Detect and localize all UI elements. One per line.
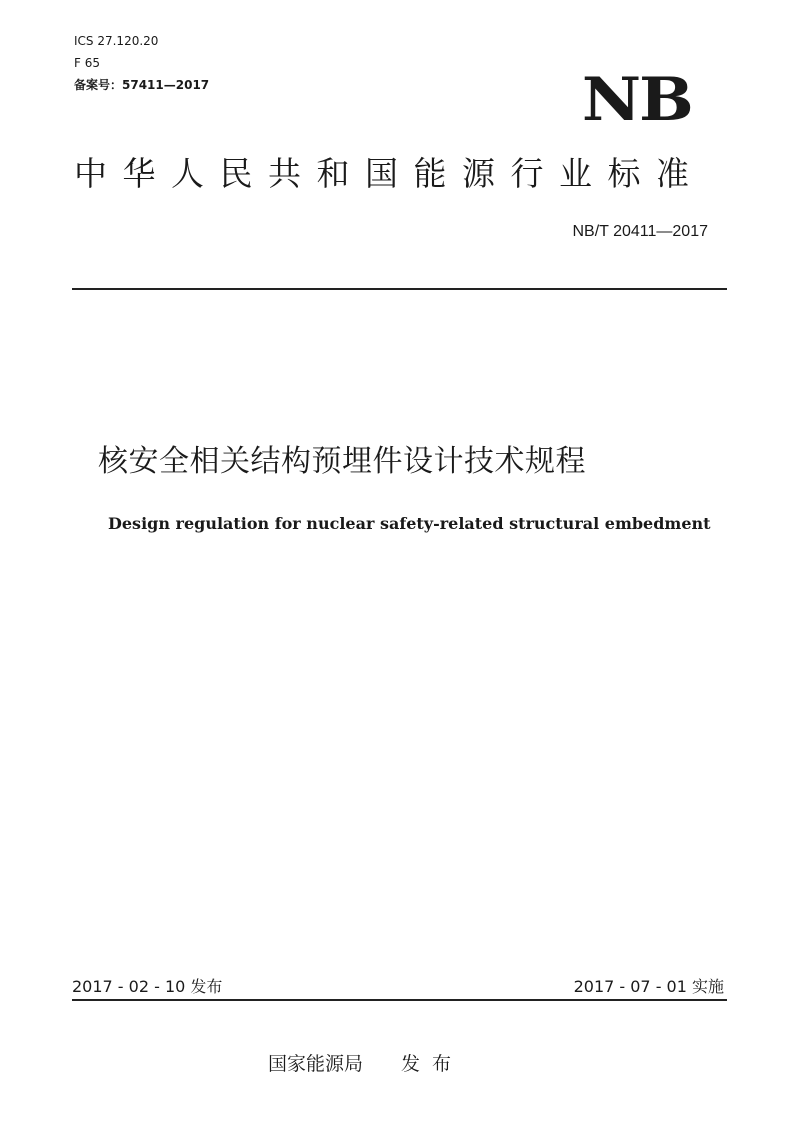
implementation-date: 2017 - 07 - 01 实施	[573, 977, 724, 996]
document-title-english: Design regulation for nuclear safety-related structural embedment	[108, 514, 711, 533]
ics-code: ICS 27.120.20	[74, 34, 159, 48]
issuer-name: 国家能源局	[268, 1053, 364, 1075]
issuer-action: 发布	[401, 1053, 464, 1075]
document-title-chinese: 核安全相关结构预埋件设计技术规程	[98, 444, 586, 479]
issuing-authority	[268, 1051, 463, 1077]
top-divider	[72, 288, 727, 290]
standard-number: NB/T 20411—2017	[572, 223, 708, 240]
registration-number: 备案号：57411—2017	[74, 78, 210, 92]
bottom-divider	[72, 999, 727, 1001]
standard-category: 中华人民共和国能源行业标准	[74, 154, 705, 193]
issue-date: 2017 - 02 - 10 发布	[72, 977, 223, 996]
nb-logo: NB	[582, 65, 692, 135]
ccs-code: F 65	[74, 56, 100, 70]
